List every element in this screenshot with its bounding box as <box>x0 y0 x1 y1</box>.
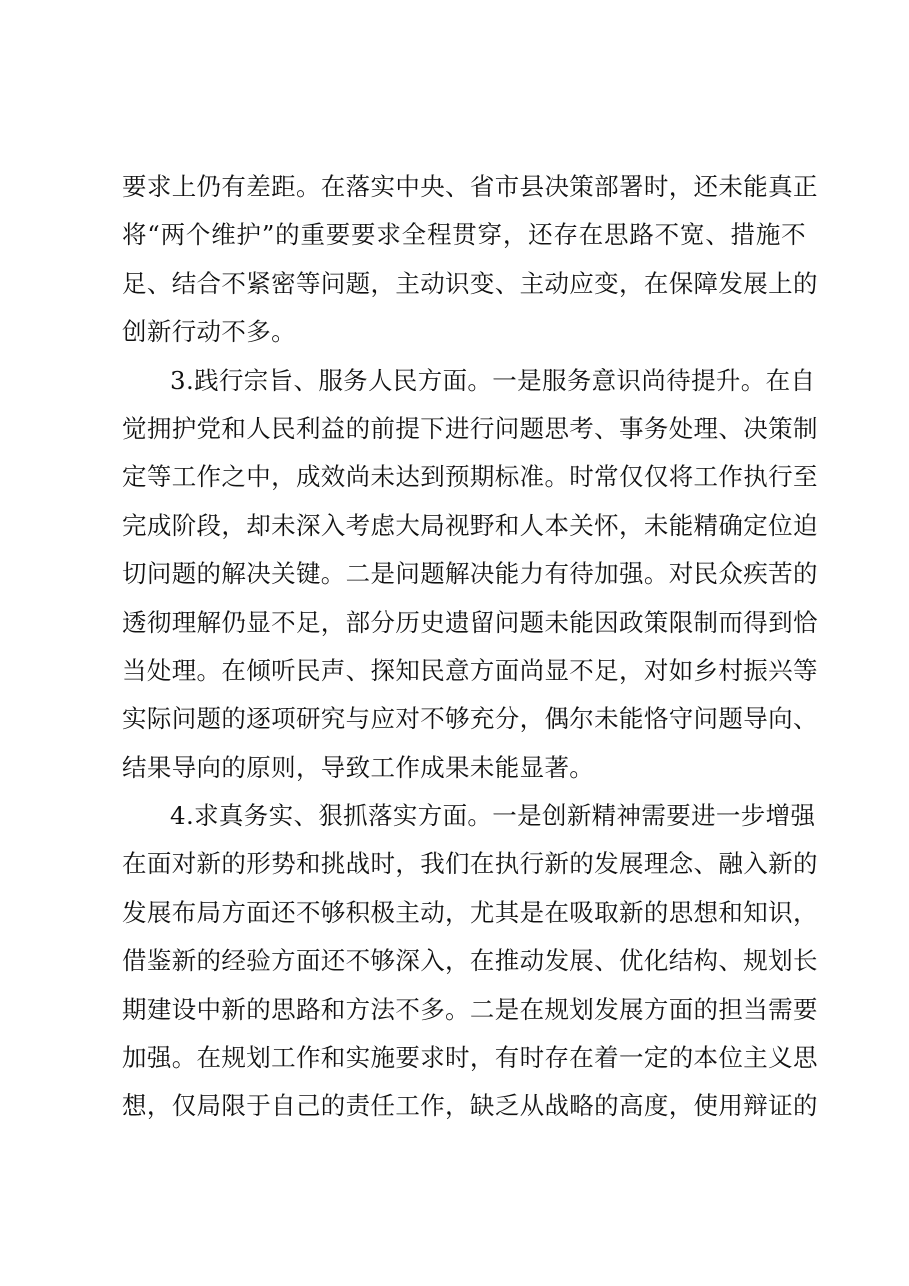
text-line: 加强。在规划工作和实施要求时，有时存在着一定的本位主义思 <box>122 1043 818 1073</box>
paragraph-4-heading-line: 4.求真务实、狠抓落实方面。一是创新精神需要进一步增强 <box>170 801 816 831</box>
text-line: 当处理。在倾听民声、探知民意方面尚显不足，对如乡村振兴等 <box>122 655 818 685</box>
text-line: 将“两个维护”的重要要求全程贯穿，还存在思路不宽、措施不 <box>122 220 806 250</box>
text-line: 完成阶段，却未深入考虑大局视野和人本关怀，未能精确定位迫 <box>122 510 818 540</box>
text-line: 期建设中新的思路和方法不多。二是在规划发展方面的担当需要 <box>122 994 818 1024</box>
text-line: 结果导向的原则，导致工作成果未能显著。 <box>122 752 595 782</box>
text-line: 要求上仍有差距。在落实中央、省市县决策部署时，还未能真正 <box>122 172 818 201</box>
text-line: 透彻理解仍显不足，部分历史遗留问题未能因政策限制而得到恰 <box>122 607 818 637</box>
text-line: 在面对新的形势和挑战时，我们在执行新的发展理念、融入新的 <box>122 849 818 879</box>
text-line: 想，仅局限于自己的责任工作，缺乏从战略的高度，使用辩证的 <box>122 1091 818 1121</box>
text-line: 足、结合不紧密等问题，主动识变、主动应变，在保障发展上的 <box>122 268 818 298</box>
text-line: 创新行动不多。 <box>122 317 296 347</box>
text-line: 实际问题的逐项研究与应对不够充分，偶尔未能恪守问题导向、 <box>122 704 818 734</box>
text-line: 发展布局方面还不够积极主动，尤其是在吸取新的思想和知识， <box>122 897 818 927</box>
paragraph-3-heading-line: 3.践行宗旨、服务人民方面。一是服务意识尚待提升。在自 <box>170 365 816 395</box>
text-line: 定等工作之中，成效尚未达到预期标准。时常仅仅将工作执行至 <box>122 462 818 492</box>
body-text <box>122 163 818 1131</box>
text-line: 切问题的解决关键。二是问题解决能力有待加强。对民众疾苦的 <box>122 559 818 589</box>
text-line: 觉拥护党和人民利益的前提下进行问题思考、事务处理、决策制 <box>122 413 818 443</box>
text-line: 借鉴新的经验方面还不够深入，在推动发展、优化结构、规划长 <box>122 946 818 976</box>
